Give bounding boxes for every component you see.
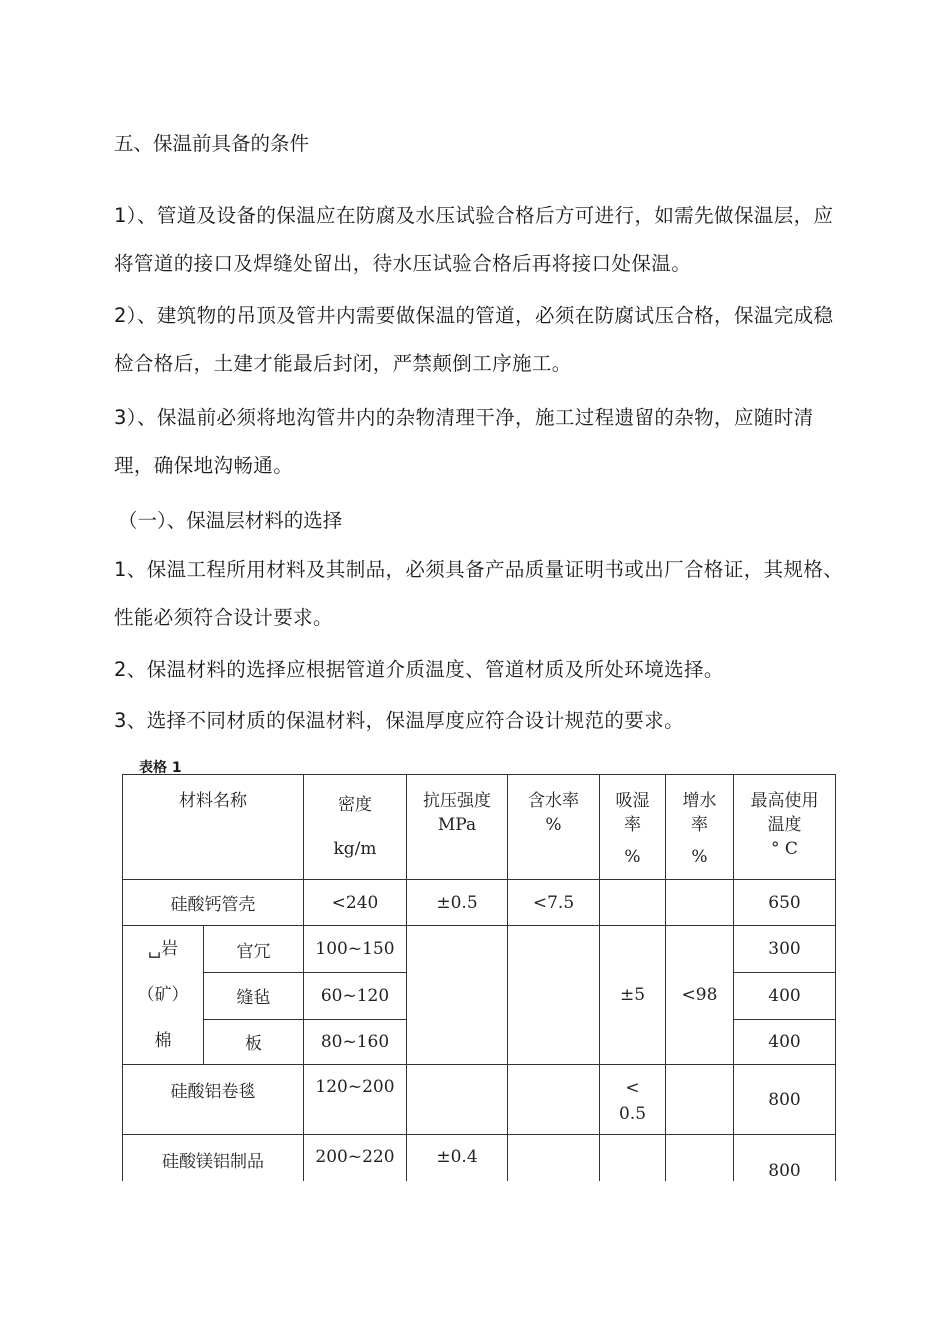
cell-moisture: ±5 <box>600 926 666 1065</box>
header-water-label: 含水率 <box>528 791 579 811</box>
cell-subtype: 缝毡 <box>204 973 304 1019</box>
cell-increase <box>666 880 734 926</box>
cell-strength <box>407 1065 508 1135</box>
section-title: 五、保温前具备的条件 <box>114 132 310 155</box>
table-row <box>123 880 836 926</box>
cell-strength <box>407 926 508 1065</box>
cell-maxtemp: 400 <box>734 973 836 1019</box>
cell-name: 硅酸铝卷毯 <box>123 1065 304 1135</box>
item-1: 1、保温工程所用材料及其制品，必须具备产品质量证明书或出厂合格证，其规格、性能必须符合设计要求。 <box>114 558 844 629</box>
cell-moisture <box>600 1065 666 1135</box>
header-water <box>508 775 600 880</box>
cell-maxtemp: 800 <box>734 1135 836 1181</box>
rock-wool-line-3: 棉 <box>154 1031 172 1051</box>
cell-maxtemp: 300 <box>734 926 836 973</box>
table-row <box>123 926 836 973</box>
cell-strength: ±0.4 <box>407 1135 508 1181</box>
table-caption: 表格 1 <box>139 760 182 776</box>
cell-moisture-line-2: 0.5 <box>618 1104 647 1124</box>
cell-increase <box>666 1135 734 1181</box>
subsection-title: （一）、保温层材料的选择 <box>118 509 343 532</box>
material-table <box>122 774 836 1181</box>
item-2: 2、保温材料的选择应根据管道介质温度、管道材质及所处环境选择。 <box>114 658 724 681</box>
item-3: 3、选择不同材质的保温材料，保温厚度应符合设计规范的要求。 <box>114 709 685 732</box>
header-moisture-label: 吸湿率 <box>615 791 650 835</box>
header-water-unit: % <box>545 815 562 835</box>
paragraph-3: 3）、保温前必须将地沟管井内的杂物清理干净，施工过程遗留的杂物，应随时清理，确保地沟畅通。 <box>114 406 814 477</box>
cell-maxtemp: 650 <box>734 880 836 926</box>
table-row <box>123 1065 836 1135</box>
cell-density: 60~120 <box>304 973 407 1019</box>
header-density <box>304 775 407 880</box>
header-increase <box>666 775 734 880</box>
rock-wool-line-2: （矿） <box>137 985 189 1005</box>
cell-rock-wool-group <box>123 926 204 1065</box>
table-row <box>123 1135 836 1181</box>
header-moisture-unit: % <box>624 847 641 867</box>
cell-maxtemp: 400 <box>734 1019 836 1064</box>
header-increase-unit: % <box>691 847 708 867</box>
cell-maxtemp: 800 <box>734 1065 836 1135</box>
header-maxtemp-unit: ° C <box>771 839 798 859</box>
cell-water <box>508 1065 600 1135</box>
cell-increase: <98 <box>666 926 734 1065</box>
cell-moisture <box>600 880 666 926</box>
cell-increase <box>666 1065 734 1135</box>
header-increase-label: 增水率 <box>682 791 717 835</box>
cell-density: 120~200 <box>304 1065 407 1135</box>
cell-subtype: 板 <box>204 1019 304 1064</box>
paragraph-2: 2）、建筑物的吊顶及管井内需要做保温的管道，必须在防腐试压合格，保温完成稳检合格后，土建才能最后封闭，严禁颠倒工序施工。 <box>114 304 834 375</box>
header-row <box>123 775 836 880</box>
cell-name: 硅酸镁铝制品 <box>123 1135 304 1181</box>
cell-density: <240 <box>304 880 407 926</box>
header-maxtemp-label: 最高使用温度 <box>750 791 819 835</box>
header-density-label: 密度 <box>338 795 372 815</box>
paragraph-1: 1）、管道及设备的保温应在防腐及水压试验合格后方可进行，如需先做保温层，应将管道的接口及焊缝处留出，待水压试验合格后再将接口处保温。 <box>114 204 834 275</box>
header-maxtemp <box>734 775 836 880</box>
rock-wool-line-1: ␣岩 <box>148 939 178 959</box>
header-moisture <box>600 775 666 880</box>
cell-strength: ±0.5 <box>407 880 508 926</box>
cell-name: 硅酸钙管壳 <box>123 880 304 926</box>
header-strength <box>407 775 508 880</box>
cell-density: 200~220 <box>304 1135 407 1181</box>
header-density-unit: kg/m <box>333 839 377 859</box>
cell-density: 80~160 <box>304 1019 407 1064</box>
cell-moisture <box>600 1135 666 1181</box>
header-strength-label: 抗压强度 <box>423 791 491 811</box>
cell-moisture-line-1: < <box>625 1078 640 1098</box>
cell-subtype: 官冗 <box>204 926 304 973</box>
header-name: 材料名称 <box>123 775 304 880</box>
header-strength-unit: MPa <box>437 815 477 835</box>
cell-water <box>508 926 600 1065</box>
cell-water: <7.5 <box>508 880 600 926</box>
cell-water <box>508 1135 600 1181</box>
cell-density: 100~150 <box>304 926 407 973</box>
